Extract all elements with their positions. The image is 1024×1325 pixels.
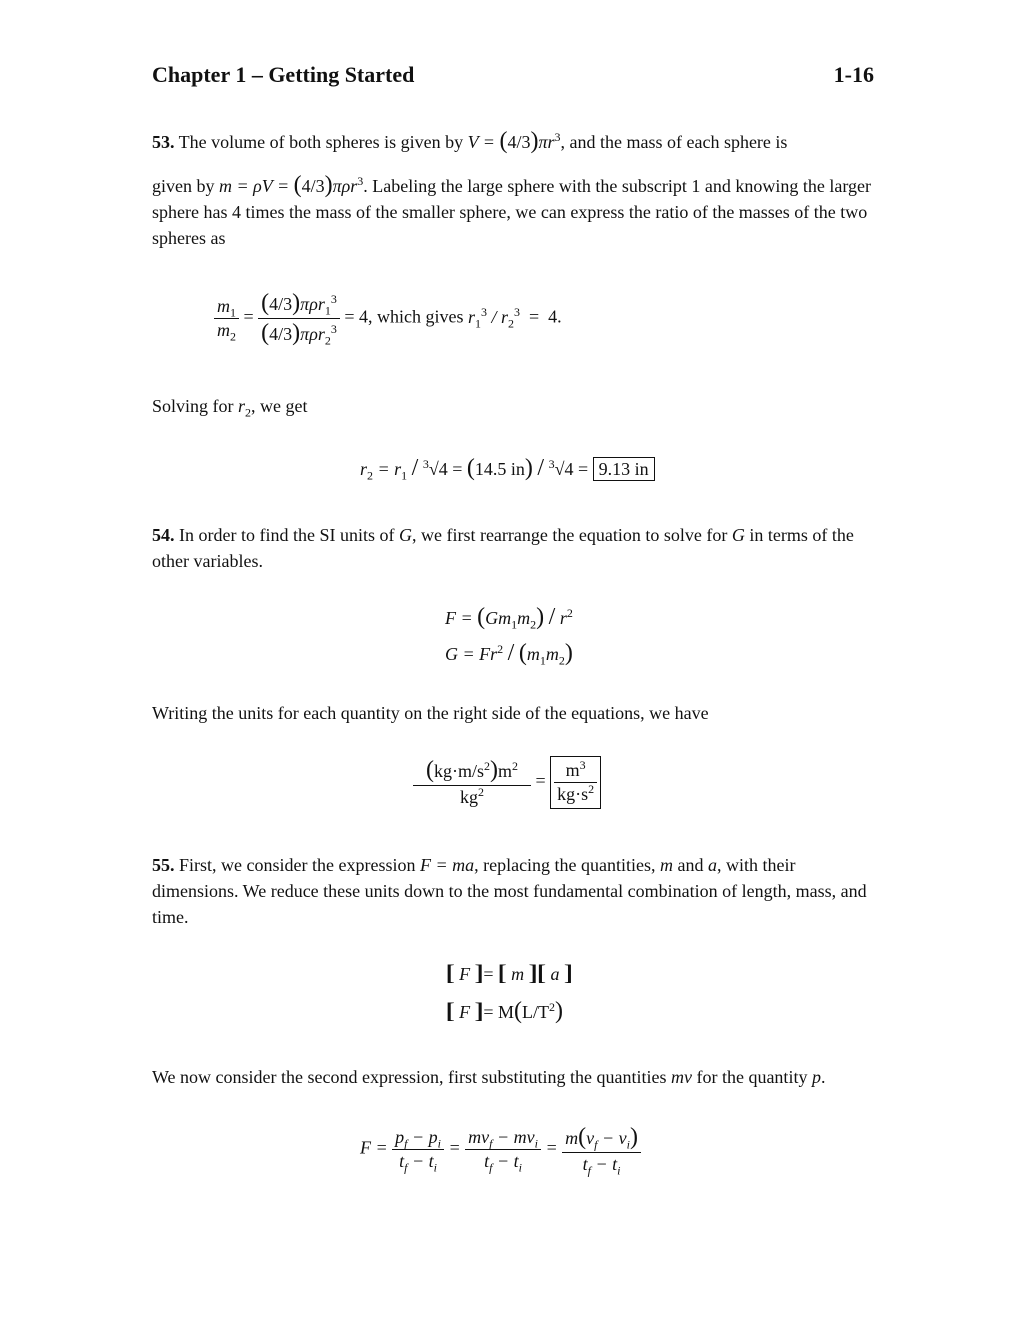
- problem-53-number: 53.: [152, 132, 175, 152]
- second-expression-text: We now consider the second expression, first substituting the quantities mv for the quantity p.: [152, 1067, 826, 1087]
- gravity-force-equation: $F = (Gm_1m_2) / r^2$: [445, 604, 573, 632]
- which-gives-text: , which gives: [368, 306, 468, 327]
- radius-answer-box: 9.13 in: [593, 457, 655, 481]
- problem-54-text: 54. In order to find the SI units of G, we first rearrange the equation to solve for G in terms of the other variables.: [152, 525, 854, 571]
- mass-formula: m = ρV = (4/3)πρr$^3$: [219, 172, 364, 198]
- mass-ratio-equation: $\frac{m_1}{m_2}$ = $\frac{(4/3)\pi\rho r_1^3}{(4/3)\pi\rho r_2^3}$ = 4, which gives $r_1^3 / r_2^3 = 4$.: [214, 290, 562, 347]
- page-number: 1-16: [833, 62, 874, 87]
- dimension-equation-1: [[ F ]] = [[ m ]] [[ a ]]: [446, 960, 567, 985]
- problem-53-text-2: , and the mass of each sphere is: [560, 132, 788, 152]
- dimension-equation-2: [[ F ]] = $M(L/T^2)$: [446, 998, 563, 1024]
- g-units-answer-box: $\frac{m^3}{kg\cdot s^2}$: [550, 756, 601, 809]
- problem-54-number: 54.: [152, 525, 175, 545]
- we-get-text: , we get: [251, 396, 308, 416]
- chapter-title: Chapter 1 – Getting Started: [152, 62, 415, 87]
- problem-55-number: 55.: [152, 855, 175, 875]
- problem-53-text-3: given by: [152, 176, 219, 196]
- problem-53-text-4: . Labeling the large sphere with the subscript 1 and knowing the larger sphere has 4 times the mass of the smaller sphere, we can express the ratio of the masses of the two spheres as: [152, 176, 871, 248]
- momentum-force-equation: F = $\frac{p_f - p_i}{t_f - t_i}$ = $\frac{mv_f - mv_i}{t_f - t_i}$ = $\frac{m(v_f - v_i)}{t_f - t_i}$: [360, 1124, 641, 1175]
- problem-53-text-block: [152, 172, 874, 251]
- given-radius: 14.5 in: [474, 459, 525, 479]
- radius-solution-equation: $r_2 = r_1 / ^3√4 = (14.5$ in) / $^3$√4 = 9.13 in: [360, 455, 655, 482]
- g-units-equation: $\frac{(kg\cdot m/s^2)m^2}{kg^2}$ = $\frac{m^3}{kg\cdot s^2}$: [413, 756, 601, 809]
- volume-formula: $V = (4/3)\pi r^3$: [467, 128, 561, 154]
- g-rearranged-equation: $G = Fr^2 / (m_1m_2)$: [445, 640, 573, 668]
- solving-for-text: Solving for: [152, 396, 239, 416]
- solving-for-line: Solving for $r_2$, we get: [152, 396, 308, 420]
- units-intro-text: Writing the units for each quantity on the right side of the equations, we have: [152, 703, 709, 723]
- problem-55-text: 55. First, we consider the expression F = ma, replacing the quantities, m and a, with their dimensions. We reduce these units down to the most fundamental combination of length, mass, and time.: [152, 855, 867, 927]
- page-header: [152, 62, 874, 92]
- problem-53-text-line-1: [152, 128, 874, 155]
- problem-53-text-1: The volume of both spheres is given by: [174, 132, 468, 152]
